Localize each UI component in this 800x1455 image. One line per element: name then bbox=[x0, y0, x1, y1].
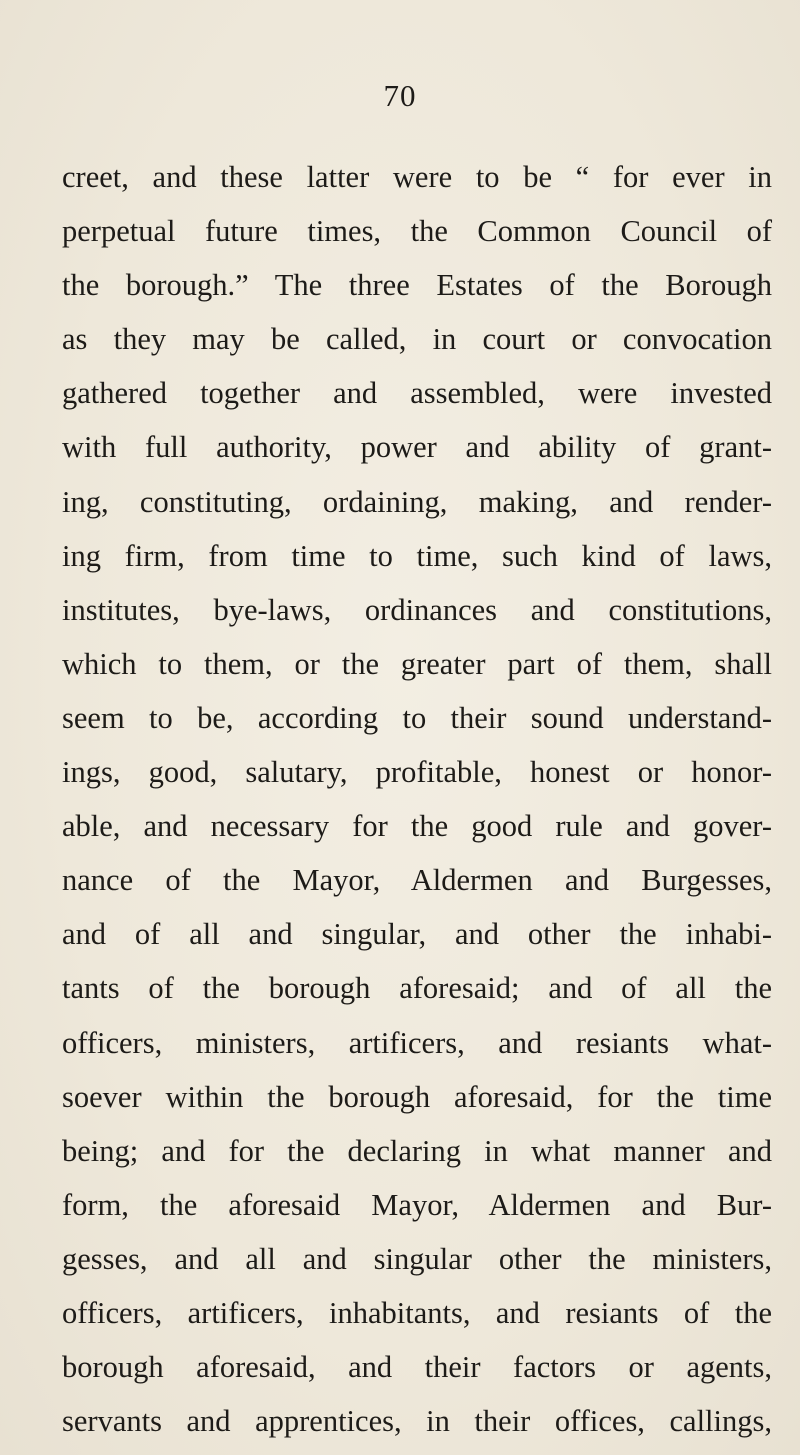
text-line: servants and apprentices, in their offices, callings, bbox=[62, 1404, 772, 1439]
text-line: as they may be called, in court or convocation bbox=[62, 322, 772, 357]
body-text bbox=[62, 150, 772, 1448]
text-line: tants of the borough aforesaid; and of all the bbox=[62, 971, 772, 1006]
text-line: gesses, and all and singular other the ministers, bbox=[62, 1241, 772, 1276]
text-line: ings, good, salutary, profitable, honest or honor- bbox=[62, 755, 772, 790]
text-line: institutes, bye-laws, ordinances and constitutions, bbox=[62, 592, 772, 627]
text-line: form, the aforesaid Mayor, Aldermen and Bur- bbox=[62, 1187, 772, 1222]
text-line: able, and necessary for the good rule and gover- bbox=[62, 809, 772, 844]
text-line: with full authority, power and ability of grant- bbox=[62, 430, 772, 465]
text-line: being; and for the declaring in what manner and bbox=[62, 1133, 772, 1168]
text-line: ing, constituting, ordaining, making, and render- bbox=[62, 484, 772, 519]
text-line: and of all and singular, and other the inhabi- bbox=[62, 917, 772, 952]
text-line: perpetual future times, the Common Council of bbox=[62, 214, 772, 249]
text-line: borough aforesaid, and their factors or agents, bbox=[62, 1350, 772, 1385]
page-number: 70 bbox=[383, 78, 417, 113]
text-line: nance of the Mayor, Aldermen and Burgesses, bbox=[62, 863, 772, 898]
text-line: ing firm, from time to time, such kind of laws, bbox=[62, 538, 772, 573]
text-line: which to them, or the greater part of them, shall bbox=[62, 646, 772, 681]
text-line: officers, artificers, inhabitants, and resiants of the bbox=[62, 1295, 772, 1330]
text-line: gathered together and assembled, were invested bbox=[62, 376, 772, 411]
text-line: soever within the borough aforesaid, for the time bbox=[62, 1079, 772, 1114]
text-line: creet, and these latter were to be “ for ever in bbox=[62, 160, 772, 194]
text-line: the borough.” The three Estates of the Borough bbox=[62, 268, 772, 303]
text-line: officers, ministers, artificers, and resiants what- bbox=[62, 1025, 772, 1060]
text-line: seem to be, according to their sound understand- bbox=[62, 700, 772, 735]
